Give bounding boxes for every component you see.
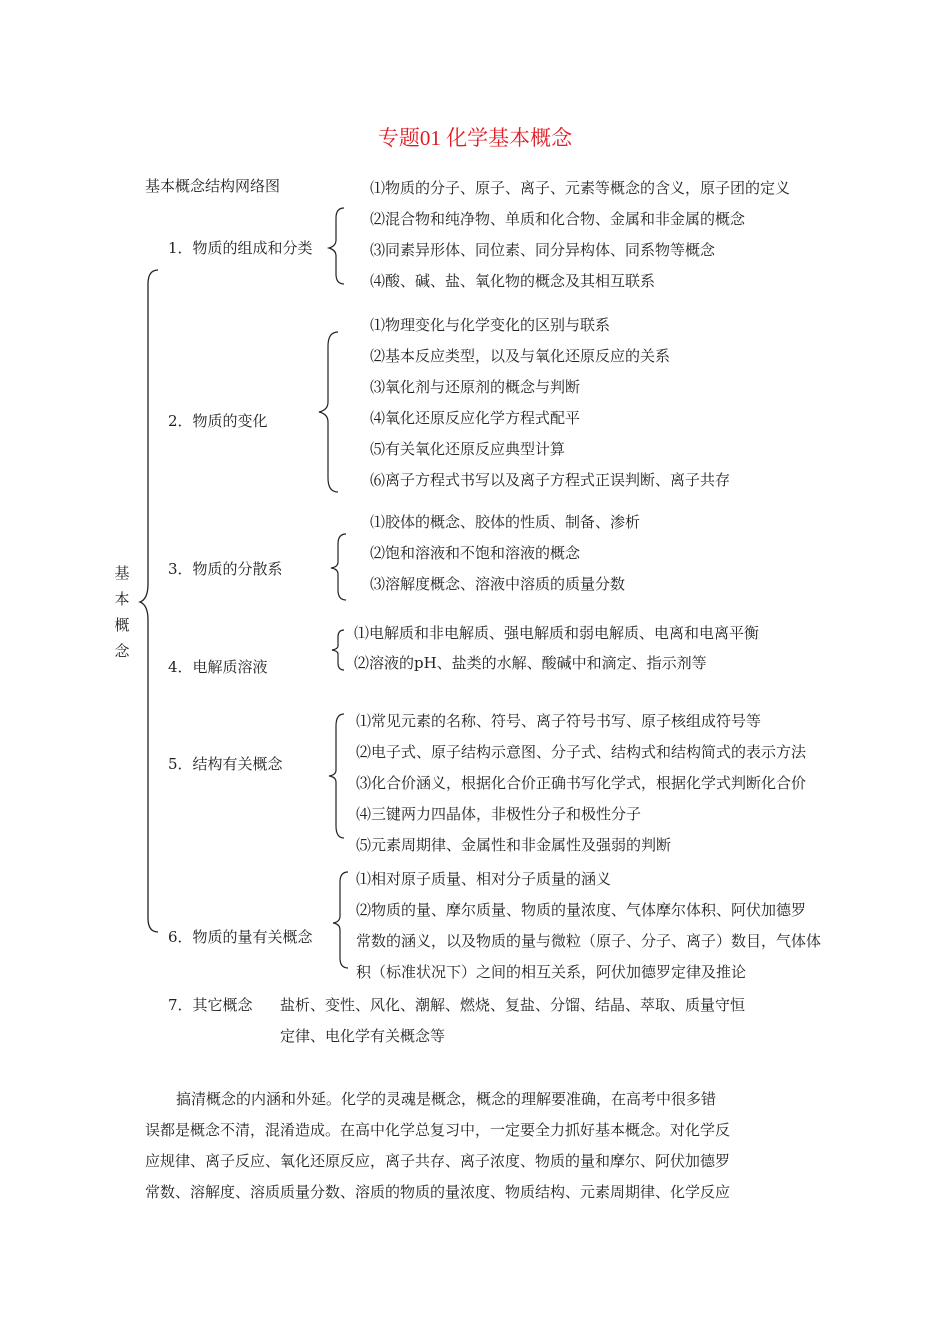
list-item: ⑴胶体的概念、胶体的性质、制备、渗析: [370, 513, 641, 531]
list-item: ⑵物质的量、摩尔质量、物质的量浓度、气体摩尔体积、阿伏加德罗: [356, 901, 807, 919]
root-label-char: 念: [114, 642, 130, 660]
section-brace: [316, 330, 340, 495]
list-item: ⑴物质的分子、原子、离子、元素等概念的含义，原子团的定义: [370, 179, 791, 197]
list-item: ⑵电子式、原子结构示意图、分子式、结构式和结构简式的表示方法: [356, 743, 807, 761]
list-item: ⑵饱和溶液和不饱和溶液的概念: [370, 544, 581, 562]
list-item: ⑴常见元素的名称、符号、离子符号书写、原子核组成符号等: [356, 712, 762, 730]
root-label-char: 基: [114, 564, 130, 582]
list-item: ⑶氧化剂与还原剂的概念与判断: [370, 378, 581, 396]
section-brace: [330, 628, 346, 672]
section-label-structure: 5．结构有关概念: [168, 755, 283, 773]
section-label-other: 7．其它概念: [168, 996, 253, 1014]
section-brace: [328, 532, 348, 602]
list-item: ⑸元素周期律、金属性和非金属性及强弱的判断: [356, 836, 672, 854]
diagram-heading: 基本概念结构网络图: [145, 177, 281, 195]
section-items-amount: [356, 869, 886, 981]
section-label-amount: 6．物质的量有关概念: [168, 928, 313, 946]
page-title: 专题01 化学基本概念: [377, 126, 573, 150]
list-item: ⑶化合价涵义，根据化合价正确书写化学式，根据化学式判断化合价: [356, 774, 807, 792]
list-item: ⑹离子方程式书写以及离子方程式正误判断、离子共存: [370, 471, 731, 489]
list-item: ⑵溶液的pH、盐类的水解、酸碱中和滴定、指示剂等: [354, 654, 707, 672]
section-label-dispersion: 3．物质的分散系: [168, 560, 283, 578]
list-item: ⑷三键两力四晶体，非极性分子和极性分子: [356, 805, 642, 823]
list-item: ⑴物理变化与化学变化的区别与联系: [370, 316, 611, 334]
paragraph-line: 常数、溶解度、溶质质量分数、溶质的物质的量浓度、物质结构、元素周期律、化学反应: [145, 1183, 731, 1201]
section-label-electrolyte: 4．电解质溶液: [168, 658, 268, 676]
list-item: ⑵基本反应类型，以及与氧化还原反应的关系: [370, 347, 671, 365]
list-item: ⑴电解质和非电解质、强电解质和弱电解质、电离和电离平衡: [354, 624, 760, 642]
list-item: 常数的涵义，以及物质的量与微粒（原子、分子、离子）数目，气体体: [356, 932, 822, 950]
list-item: ⑶同素异形体、同位素、同分异构体、同系物等概念: [370, 241, 716, 259]
root-label-char: 本: [114, 590, 130, 608]
section-brace: [330, 870, 350, 970]
section-items-composition: [370, 178, 930, 290]
section-label-composition: 1．物质的组成和分类: [168, 239, 313, 257]
list-item: ⑷酸、碱、盐、氧化物的概念及其相互联系: [370, 272, 656, 290]
other-concepts-line: 定律、电化学有关概念等: [280, 1027, 446, 1045]
paragraph-line: 应规律、离子反应、氧化还原反应，离子共存、离子浓度、物质的量和摩尔、阿伏加德罗: [145, 1152, 731, 1170]
list-item: ⑸有关氧化还原反应典型计算: [370, 440, 566, 458]
list-item: ⑴相对原子质量、相对分子质量的涵义: [356, 870, 612, 888]
paragraph-line: 搞清概念的内涵和外延。化学的灵魂是概念，概念的理解要准确，在高考中很多错: [176, 1090, 717, 1108]
section-brace: [326, 712, 346, 842]
section-brace: [326, 206, 346, 286]
list-item: ⑷氧化还原反应化学方程式配平: [370, 409, 581, 427]
list-item: ⑶溶解度概念、溶液中溶质的质量分数: [370, 575, 626, 593]
other-concepts-line: 盐析、变性、风化、潮解、燃烧、复盐、分馏、结晶、萃取、质量守恒: [280, 996, 746, 1014]
list-item: 积（标准状况下）之间的相互关系，阿伏加德罗定律及推论: [356, 963, 747, 981]
root-label-char: 概: [114, 616, 130, 634]
root-label: [114, 560, 130, 664]
root-brace: [136, 264, 166, 944]
section-label-change: 2．物质的变化: [168, 412, 268, 430]
list-item: ⑵混合物和纯净物、单质和化合物、金属和非金属的概念: [370, 210, 746, 228]
paragraph-line: 误都是概念不清，混淆造成。在高中化学总复习中，一定要全力抓好基本概念。对化学反: [145, 1121, 731, 1139]
section-items-structure: [356, 711, 916, 854]
